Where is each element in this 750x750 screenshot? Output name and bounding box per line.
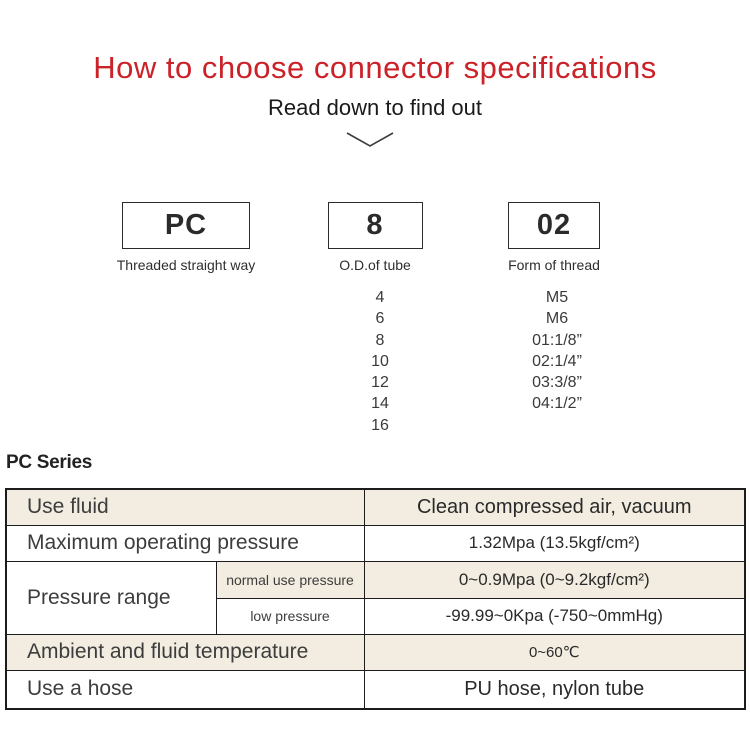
part-code-segment-series <box>86 202 286 273</box>
spec-label-hose: Use a hose <box>6 670 364 709</box>
part-code-thread: 02 <box>536 209 572 241</box>
thread-option: 01:1/8” <box>532 331 582 349</box>
spec-value-max-pressure: 1.32Mpa (13.5kgf/cm²) <box>364 525 745 561</box>
part-code-tube-od: 8 <box>366 209 384 241</box>
part-code-series: PC <box>164 209 208 241</box>
tube-option: 14 <box>371 395 389 413</box>
part-code-box-tube-od <box>328 202 423 249</box>
spec-table <box>5 488 746 710</box>
thread-option: M6 <box>545 310 569 328</box>
spec-sublabel-normal-pressure: normal use pressure <box>216 561 364 598</box>
spec-label-max-pressure: Maximum operating pressure <box>6 525 364 561</box>
thread-option: M5 <box>545 289 569 306</box>
tube-option: 8 <box>375 331 385 349</box>
tube-option: 10 <box>371 352 389 370</box>
spec-value-use-fluid: Clean compressed air, vacuum <box>364 489 745 525</box>
part-code-thread-label: Form of thread <box>508 257 600 273</box>
tube-od-option-list <box>330 287 430 436</box>
table-row-use-fluid <box>6 489 745 525</box>
part-code-segment-tube-od <box>275 202 475 273</box>
tube-option: 12 <box>371 374 389 392</box>
spec-label-temperature: Ambient and fluid temperature <box>6 634 364 670</box>
spec-value-temperature: 0~60℃ <box>364 634 745 670</box>
thread-form-option-list <box>482 287 632 415</box>
page-subtitle: Read down to find out <box>267 95 483 120</box>
spec-label-pressure-range: Pressure range <box>6 561 216 634</box>
tube-option: 6 <box>375 310 385 328</box>
spec-value-low-pressure: -99.99~0Kpa (-750~0mmHg) <box>364 598 745 634</box>
table-row-hose <box>6 670 745 709</box>
part-code-box-thread <box>508 202 600 249</box>
thread-option: 04:1/2” <box>532 395 582 413</box>
table-row-temperature <box>6 634 745 670</box>
part-code-tube-od-label: O.D.of tube <box>339 257 411 273</box>
table-row-pressure-range-normal <box>6 561 745 598</box>
chevron-down-icon <box>346 131 394 149</box>
thread-option: 02:1/4” <box>532 352 582 370</box>
table-row-max-pressure <box>6 525 745 561</box>
tube-option: 16 <box>371 416 389 434</box>
part-code-series-label: Threaded straight way <box>116 257 256 273</box>
spec-value-hose: PU hose, nylon tube <box>364 670 745 709</box>
part-code-box-series <box>122 202 250 249</box>
spec-label-use-fluid: Use fluid <box>6 489 364 525</box>
spec-sublabel-low-pressure: low pressure <box>216 598 364 634</box>
part-code-segment-thread <box>454 202 654 273</box>
series-heading: PC Series <box>6 452 93 473</box>
thread-option: 03:3/8” <box>532 374 582 392</box>
spec-value-normal-pressure: 0~0.9Mpa (0~9.2kgf/cm²) <box>364 561 745 598</box>
tube-option: 4 <box>375 289 385 306</box>
page-title: How to choose connector specifications <box>93 50 657 85</box>
